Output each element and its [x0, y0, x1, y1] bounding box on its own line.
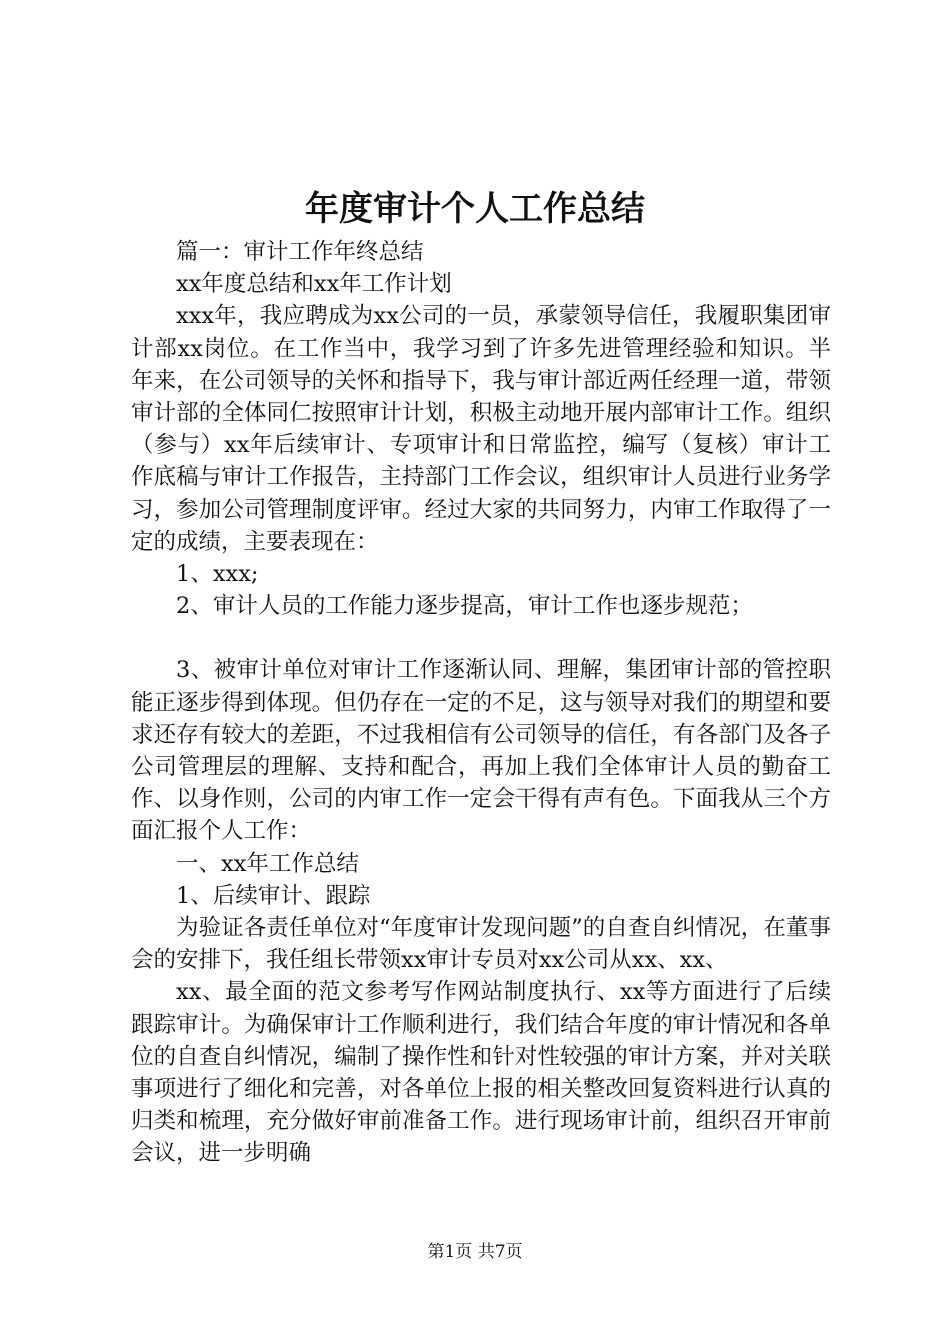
section-heading: 一、xx年工作总结	[176, 850, 359, 877]
document-title: 年度审计个人工作总结	[305, 189, 645, 229]
page-footer: 第1页 共7页	[427, 1242, 523, 1262]
subheading: xx年度总结和xx年工作计划	[176, 271, 452, 298]
paragraph: xx、最全面的范文参考写作网站制度执行、xx等方面进行了后续跟踪审计。为确保审计工作顺利进行，我们结合年度的审计情况和各单位的自查自纠情况，编制了操作性和针对性较强的审计方案，并对关联事项进行了细化和完善，对各单位上报的相关整改回复资料进行认真的归类和梳理，充分做好审前准备工作。进行现场审计前，组织召开审前会议，进一步明确	[131, 979, 831, 1167]
list-item: 2、审计人员的工作能力逐步提高，审计工作也逐步规范；	[176, 593, 753, 620]
list-item: 3、被审计单位对审计工作逐渐认同、理解，集团审计部的管控职能正逐步得到体现。但仍存在一定的不足，这与领导对我们的期望和要求还存有较大的差距，不过我相信有公司领导的信任，有各部门及各子公司管理层的理解、支持和配合，再加上我们全体审计人员的勤奋工作、以身作则，公司的内审工作一定会干得有声有色。下面我从三个方面汇报个人工作：	[131, 657, 831, 845]
paragraph: xxx年，我应聘成为xx公司的一员，承蒙领导信任，我履职集团审计部xx岗位。在工作当中，我学习到了许多先进管理经验和知识。半年来，在公司领导的关怀和指导下，我与审计部近两任经理一道，带领审计部的全体同仁按照审计计划，积极主动地开展内部审计工作。组织（参与）xx年后续审计、专项审计和日常监控，编写（复核）审计工作底稿与审计工作报告，主持部门工作会议，组织审计人员进行业务学习，参加公司管理制度评审。经过大家的共同努力，内审工作取得了一定的成绩，主要表现在：	[131, 303, 831, 555]
paragraph: 为验证各责任单位对“年度审计发现问题”的自查自纠情况，在董事会的安排下，我任组长带领xx审计专员对xx公司从xx、xx、	[131, 915, 831, 974]
list-item: 1、xxx;	[176, 561, 259, 588]
subheading: 1、后续审计、跟踪	[176, 882, 371, 909]
section-heading: 篇一：审计工作年终总结	[176, 239, 424, 265]
document-body	[131, 236, 831, 1170]
